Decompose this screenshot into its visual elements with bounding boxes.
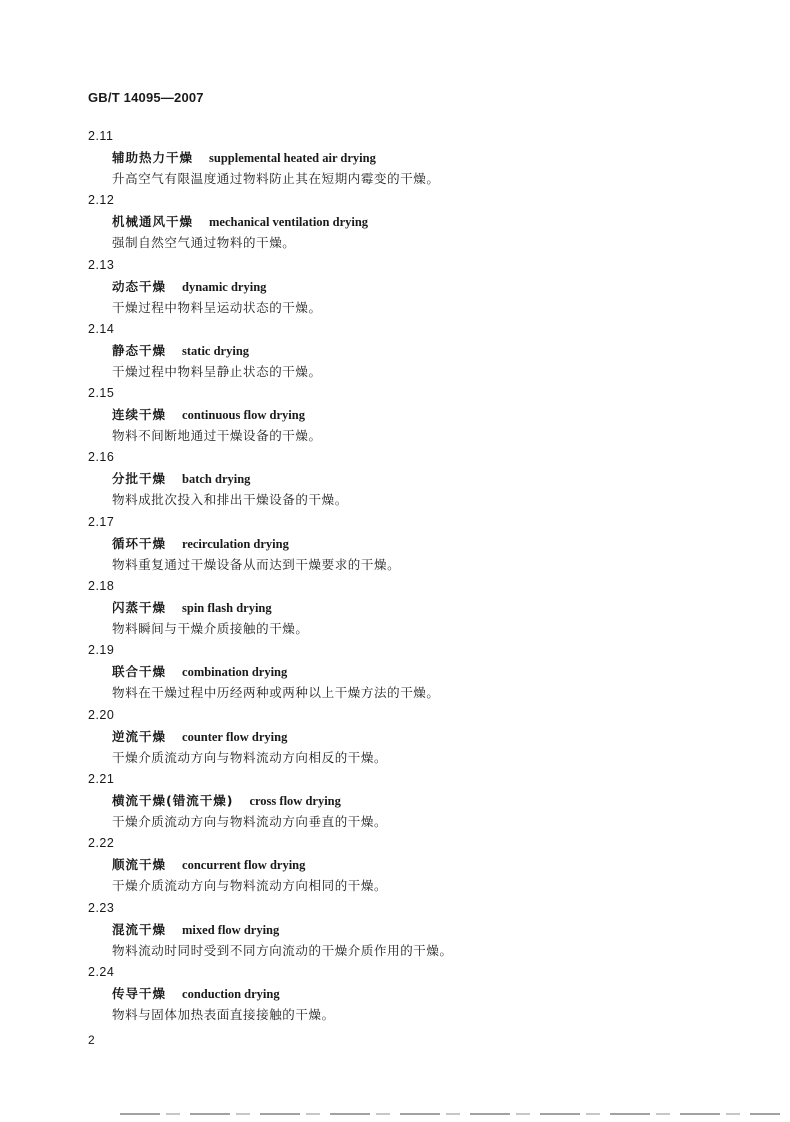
term-entry	[0, 514, 790, 578]
term-heading	[112, 407, 305, 423]
term-entry	[0, 835, 790, 899]
term-chinese: 传导干燥	[112, 985, 167, 1001]
term-chinese: 闪蒸干燥	[112, 600, 167, 616]
term-heading	[112, 600, 272, 616]
term-chinese: 顺流干燥	[112, 857, 167, 873]
term-definition: 升高空气有限温度通过物料防止其在短期内霉变的干燥。	[112, 171, 440, 186]
term-entry	[0, 771, 790, 835]
term-heading	[112, 793, 341, 809]
term-heading	[112, 857, 305, 873]
term-english: concurrent flow drying	[182, 858, 306, 873]
term-entry	[0, 707, 790, 771]
scan-artifact-line	[120, 1113, 780, 1115]
term-english: recirculation drying	[182, 536, 289, 551]
term-english: conduction drying	[182, 986, 280, 1001]
term-entry	[0, 900, 790, 964]
term-definition: 强制自然空气通过物料的干燥。	[112, 235, 296, 251]
term-number: 2.20	[88, 707, 115, 722]
term-definition: 物料瞬间与干燥介质接触的干燥。	[112, 621, 309, 637]
term-number: 2.13	[88, 257, 115, 272]
term-definition: 干燥介质流动方向与物料流动方向相同的干燥。	[112, 878, 388, 894]
term-chinese: 静态干燥	[112, 342, 167, 358]
term-english: dynamic drying	[182, 279, 267, 294]
term-heading	[112, 150, 376, 166]
term-number: 2.15	[88, 386, 115, 401]
term-entry	[0, 192, 790, 256]
term-number: 2.22	[88, 836, 115, 851]
term-heading	[112, 536, 289, 552]
term-entry	[0, 128, 790, 192]
term-number: 2.23	[88, 900, 115, 915]
term-definition: 物料流动时同时受到不同方向流动的干燥介质作用的干燥。	[112, 942, 453, 958]
term-entry	[0, 642, 790, 706]
term-heading	[112, 471, 250, 487]
term-number: 2.24	[88, 964, 115, 979]
term-number: 2.14	[88, 321, 115, 336]
term-chinese: 联合干燥	[112, 664, 167, 680]
term-entry	[0, 257, 790, 321]
term-definition: 干燥过程中物料呈静止状态的干燥。	[112, 363, 322, 379]
term-chinese: 辅助热力干燥	[112, 150, 194, 165]
term-definition: 物料不间断地通过干燥设备的干燥。	[112, 428, 322, 444]
term-chinese: 分批干燥	[112, 471, 167, 487]
term-english: counter flow drying	[182, 729, 288, 744]
term-number: 2.21	[88, 771, 115, 786]
term-english: mixed flow drying	[182, 922, 280, 937]
term-english: supplemental heated air drying	[209, 151, 376, 165]
term-english: mechanical ventilation drying	[209, 215, 369, 230]
term-number: 2.16	[88, 450, 115, 465]
term-heading	[112, 986, 280, 1002]
term-entry	[0, 964, 790, 1028]
term-english: spin flash drying	[182, 601, 272, 616]
term-number: 2.17	[88, 514, 115, 529]
term-definition: 物料在干燥过程中历经两种或两种以上干燥方法的干燥。	[112, 685, 440, 701]
term-definition: 物料重复通过干燥设备从而达到干燥要求的干燥。	[112, 556, 401, 572]
term-number: 2.12	[88, 193, 115, 208]
term-heading	[112, 343, 249, 359]
term-number: 2.11	[88, 129, 114, 143]
term-english: continuous flow drying	[182, 408, 305, 423]
term-definition: 干燥介质流动方向与物料流动方向垂直的干燥。	[112, 813, 388, 829]
term-english: batch drying	[182, 472, 251, 487]
term-entry	[0, 385, 790, 449]
term-heading	[112, 279, 266, 295]
term-number: 2.18	[88, 579, 115, 594]
term-definition: 干燥介质流动方向与物料流动方向相反的干燥。	[112, 749, 388, 765]
term-heading	[112, 664, 287, 680]
term-chinese: 横流干燥(错流干燥)	[112, 792, 234, 808]
term-chinese: 动态干燥	[112, 278, 167, 294]
term-entry	[0, 321, 790, 385]
term-heading	[112, 729, 287, 745]
term-chinese: 混流干燥	[112, 921, 167, 937]
term-definition: 干燥过程中物料呈运动状态的干燥。	[112, 299, 322, 315]
term-english: combination drying	[182, 665, 288, 680]
term-number: 2.19	[88, 643, 115, 658]
term-english: static drying	[182, 343, 250, 358]
term-chinese: 连续干燥	[112, 407, 167, 423]
term-chinese: 机械通风干燥	[112, 214, 194, 230]
term-chinese: 逆流干燥	[112, 728, 167, 744]
term-heading	[112, 214, 368, 230]
term-chinese: 循环干燥	[112, 535, 167, 551]
page-number: 2	[88, 1033, 95, 1047]
term-definition: 物料成批次投入和排出干燥设备的干燥。	[112, 492, 348, 508]
term-entry	[0, 578, 790, 642]
standard-code-header: GB/T 14095—2007	[88, 90, 204, 105]
term-entry	[0, 449, 790, 513]
term-english: cross flow drying	[249, 793, 341, 808]
term-definition: 物料与固体加热表面直接接触的干燥。	[112, 1006, 335, 1022]
terms-list	[0, 128, 790, 1028]
term-heading	[112, 922, 279, 938]
